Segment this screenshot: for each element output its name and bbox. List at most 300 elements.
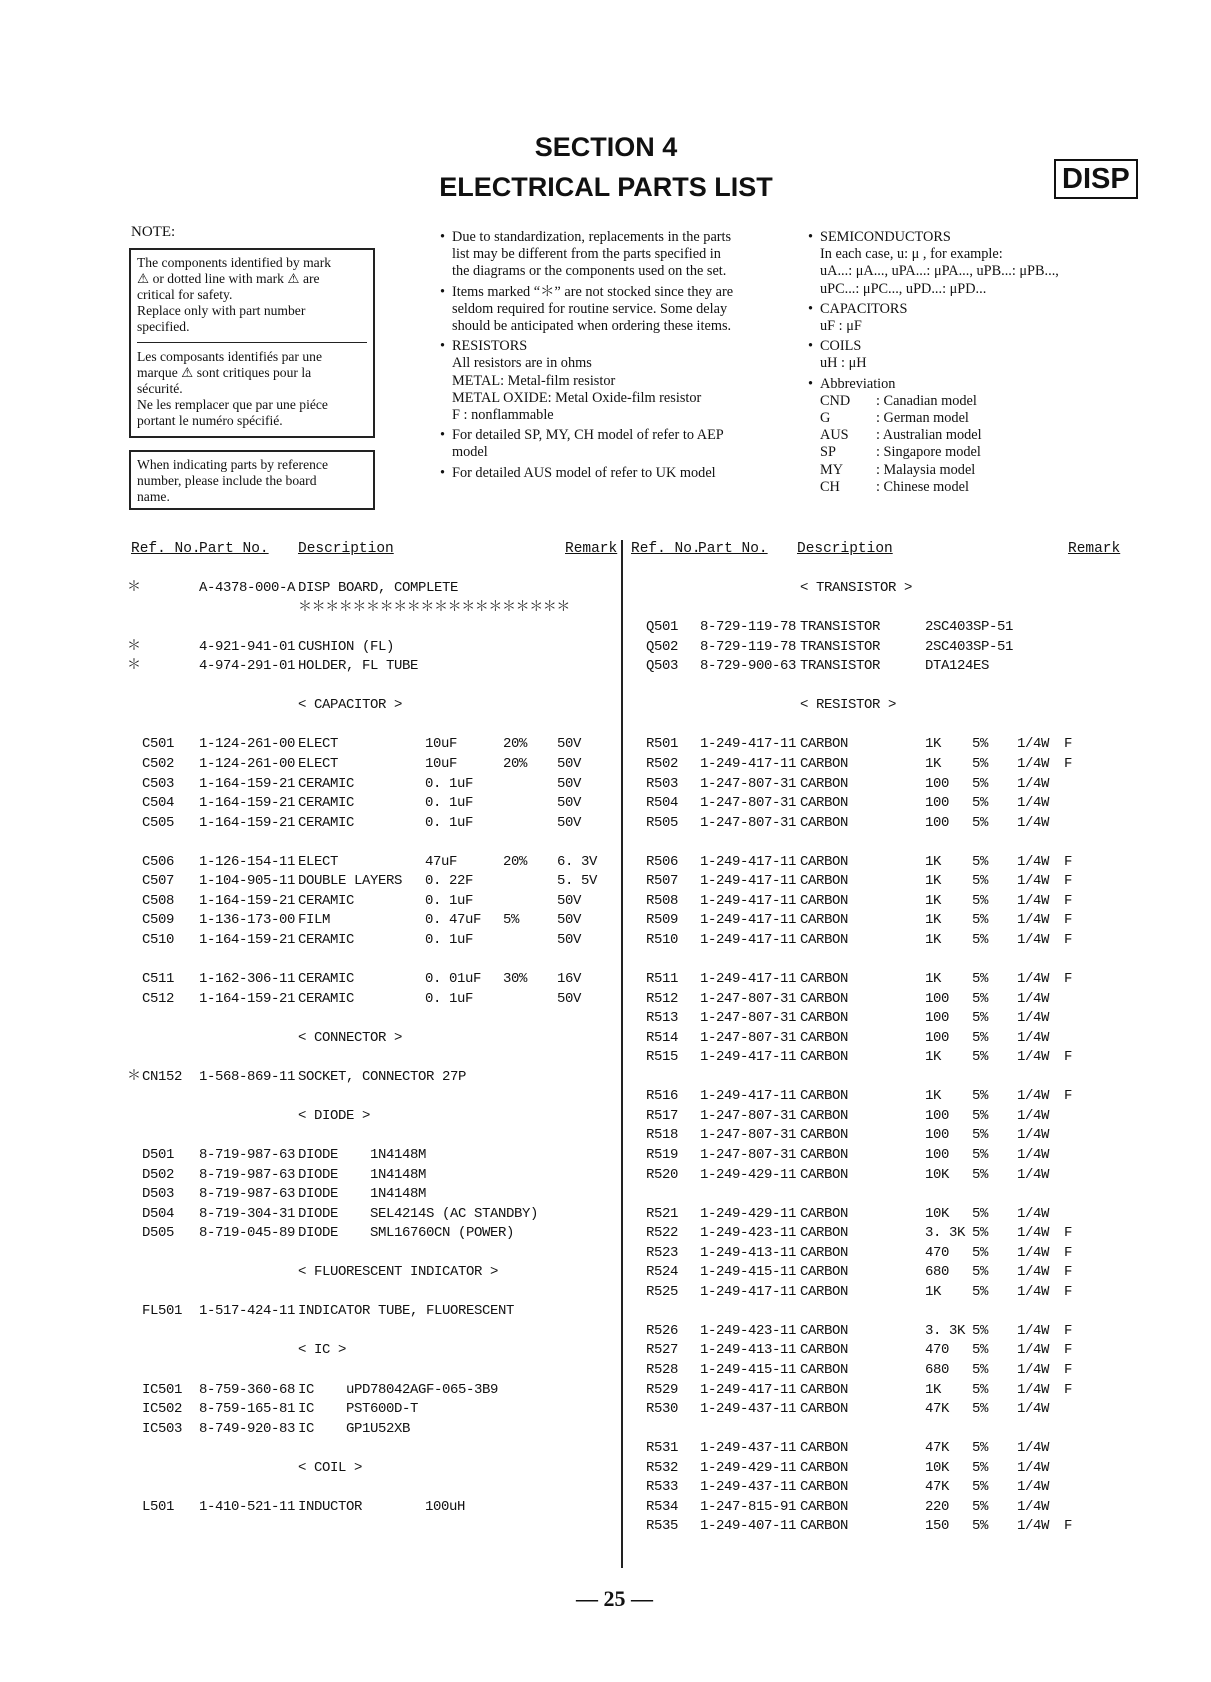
- cell-f: F: [1064, 1518, 1073, 1535]
- cell-t: 5%: [972, 1127, 989, 1144]
- cell-part: 1-164-159-21: [199, 931, 296, 948]
- cell-ref: R504: [646, 795, 679, 812]
- cell-desc: < COIL >: [298, 1459, 363, 1476]
- cell-ref: D503: [142, 1186, 175, 1203]
- cell-t: 5%: [972, 775, 989, 792]
- cell-w: 1/4W: [1017, 1283, 1050, 1300]
- cell-v: 470: [925, 1244, 950, 1261]
- cell-desc: CARBON: [800, 1107, 849, 1124]
- cell-w: 1/4W: [1017, 755, 1050, 772]
- table-row: [0, 1048, 1211, 1067]
- cell-ref: R518: [646, 1127, 679, 1144]
- capacitors-note-heading: • CAPACITORS: [820, 300, 908, 317]
- cell-part: 1-249-417-11: [700, 736, 797, 753]
- cell-f: F: [1064, 892, 1073, 909]
- cell-r: 50V: [557, 755, 582, 772]
- cell-t: 5%: [972, 1244, 989, 1261]
- standardization-note: [440, 229, 780, 281]
- note-line: When indicating parts by reference: [137, 457, 328, 472]
- cell-star: ＊: [127, 658, 141, 675]
- cell-t: 5%: [972, 1264, 989, 1281]
- abbreviation-code: G: [820, 410, 831, 427]
- cell-t: 5%: [972, 1459, 989, 1476]
- cell-t: 5%: [972, 1518, 989, 1535]
- cell-v: 1K: [925, 1381, 942, 1398]
- cell-ref: C504: [142, 795, 175, 812]
- cell-ref: R509: [646, 912, 679, 929]
- cell-desc: DOUBLE LAYERS: [298, 873, 403, 890]
- cell-desc: INDUCTOR: [298, 1498, 363, 1515]
- cell-ref: R514: [646, 1029, 679, 1046]
- cell-part: 8-749-920-83: [199, 1420, 296, 1437]
- cell-ref: C506: [142, 853, 175, 870]
- table-row: [0, 1400, 1211, 1419]
- resistors-note-line: All resistors are in ohms: [452, 355, 592, 372]
- cell-ref: R531: [646, 1440, 679, 1457]
- cell-v: 0. 22F: [425, 873, 474, 890]
- cell-part: 1-249-417-11: [700, 971, 797, 987]
- cell-ref: R517: [646, 1107, 679, 1124]
- cell-t: 5%: [972, 1088, 989, 1105]
- cell-part: 1-410-521-11: [199, 1498, 296, 1515]
- cell-part: 1-249-423-11: [700, 1225, 797, 1242]
- cell-f: F: [1064, 1381, 1073, 1398]
- abbreviation-row: [820, 410, 1108, 427]
- cell-part: 1-249-417-11: [700, 1283, 797, 1300]
- cell-desc: < RESISTOR >: [800, 697, 897, 714]
- cell-f: F: [1064, 1283, 1073, 1300]
- cell-w: 1/4W: [1017, 1049, 1050, 1066]
- abbreviation-code: MY: [820, 461, 844, 478]
- cell-part: 1-249-429-11: [700, 1166, 797, 1183]
- cell-desc: CARBON: [800, 755, 849, 772]
- cell-w: 1/4W: [1017, 1518, 1050, 1535]
- cell-r: 50V: [557, 736, 582, 753]
- cell-desc: < CAPACITOR >: [298, 697, 403, 714]
- cell-r: 50V: [557, 912, 582, 929]
- cell-ref: R513: [646, 1010, 679, 1027]
- cell-w: 1/4W: [1017, 1225, 1050, 1242]
- cell-desc: TRANSISTOR: [800, 658, 881, 675]
- cell-desc: CARBON: [800, 873, 849, 890]
- cell-t: 5%: [972, 1049, 989, 1066]
- cell-part: 1-124-261-00: [199, 755, 296, 772]
- cell-part: 1-249-415-11: [700, 1264, 797, 1281]
- cell-desc: IC uPD78042AGF-065-3B9: [298, 1381, 499, 1398]
- cell-desc: CARBON: [800, 853, 849, 870]
- cell-part: 1-249-413-11: [700, 1342, 797, 1359]
- cell-desc: CARBON: [800, 1498, 849, 1515]
- cell-v: 100: [925, 1029, 950, 1046]
- abbreviation-meaning: : German model: [876, 410, 969, 427]
- table-row: [0, 814, 1211, 833]
- cell-t: 20%: [503, 736, 528, 753]
- sp-my-ch-note-line: model: [452, 444, 488, 461]
- cell-v: 100uH: [425, 1498, 466, 1515]
- cell-part: 1-104-905-11: [199, 873, 296, 890]
- cell-part: 1-517-424-11: [199, 1303, 296, 1320]
- cell-w: 1/4W: [1017, 1029, 1050, 1046]
- cell-w: 1/4W: [1017, 853, 1050, 870]
- cell-t: 5%: [972, 1225, 989, 1242]
- cell-ref: R533: [646, 1479, 679, 1496]
- cell-v: 100: [925, 1107, 950, 1124]
- cell-t: 5%: [972, 1283, 989, 1300]
- cell-v: 100: [925, 1127, 950, 1144]
- cell-t: 20%: [503, 755, 528, 772]
- abbreviation-note: [808, 376, 1108, 496]
- abbreviation-code: SP: [820, 444, 836, 461]
- cell-part: 8-719-045-89: [199, 1225, 296, 1242]
- header-desc-right: Description: [797, 541, 893, 557]
- cell-part: 1-249-417-11: [700, 1381, 797, 1398]
- cell-ref: R512: [646, 990, 679, 1007]
- cell-t: 5%: [972, 912, 989, 929]
- cell-desc: FILM: [298, 912, 331, 929]
- table-row: [0, 1381, 1211, 1400]
- cell-desc: ＊＊＊＊＊＊＊＊＊＊＊＊＊＊＊＊＊＊＊＊: [298, 599, 570, 616]
- cell-t: 5%: [972, 971, 989, 987]
- cell-desc: CERAMIC: [298, 775, 355, 792]
- table-row: [0, 1166, 1211, 1185]
- cell-part: 1-249-437-11: [700, 1401, 797, 1418]
- header-ref-right: Ref. No.: [631, 541, 701, 557]
- cell-part: 1-249-429-11: [700, 1205, 797, 1222]
- cell-ref: IC502: [142, 1401, 183, 1418]
- cell-part: 1-164-159-21: [199, 990, 296, 1007]
- table-row: [0, 1498, 1211, 1517]
- cell-part: 1-249-437-11: [700, 1440, 797, 1457]
- cell-ref: R516: [646, 1088, 679, 1105]
- note-line: Replace only with part number: [137, 303, 306, 318]
- cell-v: 10K: [925, 1459, 950, 1476]
- cell-desc: CARBON: [800, 1459, 849, 1476]
- cell-ref: FL501: [142, 1303, 183, 1320]
- table-row: [0, 1322, 1211, 1341]
- cell-ref: R532: [646, 1459, 679, 1476]
- header-ref-left: Ref. No.: [131, 541, 201, 557]
- cell-part: 8-719-987-63: [199, 1166, 296, 1183]
- cell-w: 1/4W: [1017, 1381, 1050, 1398]
- cell-desc: CARBON: [800, 814, 849, 831]
- cell-r: 16V: [557, 971, 582, 987]
- cell-desc: INDICATOR TUBE, FLUORESCENT: [298, 1303, 515, 1320]
- table-row: [0, 1302, 1211, 1321]
- cell-v: 2SC403SP-51: [925, 638, 1014, 655]
- cell-w: 1/4W: [1017, 912, 1050, 929]
- cell-desc: CARBON: [800, 971, 849, 987]
- cell-f: F: [1064, 971, 1073, 987]
- cell-desc: CARBON: [800, 1381, 849, 1398]
- cell-part: 1-164-159-21: [199, 892, 296, 909]
- cell-f: F: [1064, 1264, 1073, 1281]
- cell-part: 1-249-415-11: [700, 1362, 797, 1378]
- abbreviation-meaning: : Chinese model: [876, 478, 969, 495]
- table-row: [0, 1439, 1211, 1458]
- cell-star: ＊: [127, 1068, 141, 1085]
- middle-notes: [440, 229, 780, 485]
- cell-r: 50V: [557, 814, 582, 831]
- cell-desc: IC PST600D-T: [298, 1401, 419, 1418]
- cell-t: 5%: [972, 873, 989, 890]
- cell-ref: C501: [142, 736, 175, 753]
- safety-note-en: [137, 255, 367, 339]
- table-row: [0, 1068, 1211, 1087]
- cell-part: 1-247-807-31: [700, 1127, 797, 1144]
- not-stocked-note-line: • Items marked “＊” are not stocked since they are: [452, 283, 734, 300]
- cell-part: 1-247-807-31: [700, 1010, 797, 1027]
- cell-desc: CERAMIC: [298, 892, 355, 909]
- cell-r: 50V: [557, 931, 582, 948]
- cell-f: F: [1064, 853, 1073, 870]
- cell-t: 5%: [972, 1166, 989, 1183]
- cell-v: 2SC403SP-51: [925, 619, 1014, 636]
- table-row: [0, 1244, 1211, 1263]
- cell-w: 1/4W: [1017, 1322, 1050, 1339]
- cell-v: 47K: [925, 1479, 950, 1496]
- cell-desc: CARBON: [800, 1401, 849, 1418]
- cell-desc: ELECT: [298, 853, 339, 870]
- cell-f: F: [1064, 1362, 1073, 1378]
- cell-v: 1K: [925, 873, 942, 890]
- cell-f: F: [1064, 755, 1073, 772]
- cell-ref: IC503: [142, 1420, 183, 1437]
- cell-part: 4-921-941-01: [199, 638, 296, 655]
- section-number: SECTION 4: [534, 132, 678, 162]
- table-row: [0, 970, 1211, 989]
- cell-part: 8-719-987-63: [199, 1146, 296, 1163]
- cell-w: 1/4W: [1017, 990, 1050, 1007]
- cell-ref: R507: [646, 873, 679, 890]
- cell-part: 1-249-417-11: [700, 1088, 797, 1105]
- cell-desc: CERAMIC: [298, 795, 355, 812]
- cell-ref: C510: [142, 931, 175, 948]
- cell-v: 0. 1uF: [425, 990, 474, 1007]
- cell-f: F: [1064, 1225, 1073, 1242]
- cell-v: 1K: [925, 912, 942, 929]
- cell-r: 50V: [557, 892, 582, 909]
- cell-ref: R528: [646, 1362, 679, 1378]
- table-row: [0, 618, 1211, 637]
- standardization-note-line: • Due to standardization, replacements in the parts: [452, 229, 732, 245]
- coils-note-line: uH : μH: [820, 355, 867, 372]
- cell-v: 1K: [925, 1283, 942, 1300]
- cell-f: F: [1064, 1322, 1073, 1339]
- cell-part: 1-162-306-11: [199, 971, 296, 987]
- cell-part: 1-249-407-11: [700, 1518, 797, 1535]
- table-row: [0, 1420, 1211, 1439]
- table-row: [0, 1283, 1211, 1302]
- cell-w: 1/4W: [1017, 1107, 1050, 1124]
- cell-v: 10K: [925, 1205, 950, 1222]
- sp-my-ch-note: [440, 427, 780, 461]
- cell-part: 8-729-119-78: [700, 638, 797, 655]
- cell-part: 1-124-261-00: [199, 736, 296, 753]
- cell-f: F: [1064, 1244, 1073, 1261]
- cell-part: 8-729-119-78: [700, 619, 797, 636]
- resistors-note-line: F : nonflammable: [452, 407, 554, 424]
- table-row: [0, 1185, 1211, 1204]
- abbreviation-code: CND: [820, 392, 851, 409]
- cell-w: 1/4W: [1017, 1146, 1050, 1163]
- table-row: [0, 1361, 1211, 1380]
- abbreviation-meaning: : Malaysia model: [876, 461, 976, 478]
- cell-part: 4-974-291-01: [199, 658, 296, 675]
- cell-desc: IC GP1U52XB: [298, 1420, 411, 1437]
- cell-ref: R508: [646, 892, 679, 909]
- cell-star: ＊: [127, 638, 141, 655]
- cell-t: 5%: [972, 755, 989, 772]
- abbreviation-row: [820, 462, 1108, 479]
- cell-part: 1-249-417-11: [700, 931, 797, 948]
- cell-ref: R501: [646, 736, 679, 753]
- semiconductors-note-line: uPC...: μPC..., uPD...: μPD...: [820, 280, 987, 297]
- cell-v: 0. 1uF: [425, 775, 474, 792]
- cell-w: 1/4W: [1017, 1479, 1050, 1496]
- table-row: [0, 1205, 1211, 1224]
- cell-ref: R506: [646, 853, 679, 870]
- not-stocked-note-line: seldom required for routine service. Some delay: [452, 300, 728, 317]
- cell-desc: CARBON: [800, 990, 849, 1007]
- cell-w: 1/4W: [1017, 1440, 1050, 1457]
- cell-desc: CARBON: [800, 892, 849, 909]
- abbreviation-code: AUS: [820, 427, 849, 444]
- cell-ref: R510: [646, 931, 679, 948]
- cell-v: 470: [925, 1342, 950, 1359]
- cell-part: 1-249-429-11: [700, 1459, 797, 1476]
- cell-part: 8-759-165-81: [199, 1401, 296, 1418]
- cell-desc: ELECT: [298, 755, 339, 772]
- cell-t: 5%: [972, 1362, 989, 1378]
- cell-v: 3. 3K: [925, 1225, 966, 1242]
- cell-w: 1/4W: [1017, 1127, 1050, 1144]
- resistors-note: [440, 338, 780, 424]
- table-row: [0, 892, 1211, 911]
- standardization-note-line: list may be different from the parts specified in: [452, 246, 721, 263]
- cell-v: 680: [925, 1264, 950, 1281]
- cell-ref: Q503: [646, 658, 679, 675]
- cell-ref: R515: [646, 1049, 679, 1066]
- cell-ref: R521: [646, 1205, 679, 1222]
- note-line: critical for safety.: [137, 287, 233, 302]
- note-line: name.: [137, 489, 170, 504]
- cell-v: 0. 1uF: [425, 931, 474, 948]
- cell-desc: CUSHION (FL): [298, 638, 395, 655]
- table-row: [0, 1107, 1211, 1126]
- cell-f: F: [1064, 1342, 1073, 1359]
- cell-v: 220: [925, 1498, 950, 1515]
- cell-v: 47uF: [425, 853, 458, 870]
- table-row: [0, 1087, 1211, 1106]
- cell-desc: SOCKET, CONNECTOR 27P: [298, 1068, 467, 1085]
- cell-t: 30%: [503, 971, 528, 987]
- cell-part: 1-247-807-31: [700, 1029, 797, 1046]
- table-row: [0, 1009, 1211, 1028]
- header-desc-left: Description: [298, 541, 394, 557]
- table-row: [0, 735, 1211, 754]
- semiconductors-note-line: uA...: μA..., uPA...: μPA..., uPB...: μPB...,: [820, 263, 1059, 280]
- table-row: [0, 579, 1211, 598]
- section-title: ELECTRICAL PARTS LIST: [439, 172, 773, 202]
- cell-t: 5%: [972, 1498, 989, 1515]
- cell-ref: C505: [142, 814, 175, 831]
- table-row: [0, 1517, 1211, 1536]
- header-remark-left: Remark: [565, 541, 618, 557]
- abbreviation-note-heading: • Abbreviation: [820, 375, 896, 392]
- cell-desc: CARBON: [800, 1166, 849, 1183]
- cell-ref: R525: [646, 1283, 679, 1300]
- cell-v: 1K: [925, 892, 942, 909]
- semiconductors-note-heading: • SEMICONDUCTORS: [820, 229, 951, 245]
- cell-v: 1K: [925, 853, 942, 870]
- cell-part: 1-249-417-11: [700, 1049, 797, 1066]
- cell-r: 5. 5V: [557, 873, 598, 890]
- table-row: [0, 657, 1211, 676]
- cell-desc: CERAMIC: [298, 931, 355, 948]
- cell-ref: R529: [646, 1381, 679, 1398]
- table-row: [0, 1029, 1211, 1048]
- cell-desc: CARBON: [800, 1146, 849, 1163]
- cell-r: 6. 3V: [557, 853, 598, 870]
- resistors-note-heading: • RESISTORS: [452, 338, 528, 355]
- cell-ref: CN152: [142, 1068, 183, 1085]
- note-label: NOTE:: [131, 224, 176, 240]
- cell-ref: R519: [646, 1146, 679, 1163]
- cell-t: 5%: [972, 931, 989, 948]
- capacitors-note-line: uF : μF: [820, 318, 862, 335]
- cell-v: 100: [925, 1146, 950, 1163]
- cell-ref: D505: [142, 1225, 175, 1242]
- cell-f: F: [1064, 1088, 1073, 1105]
- right-notes: [808, 229, 1108, 499]
- abbreviation-row: [820, 479, 1108, 496]
- cell-r: 50V: [557, 775, 582, 792]
- standardization-note-line: the diagrams or the components used on the set.: [452, 263, 727, 280]
- cell-v: 47K: [925, 1401, 950, 1418]
- coils-note: [808, 338, 1108, 372]
- cell-part: 1-249-413-11: [700, 1244, 797, 1261]
- safety-note-fr: [137, 342, 367, 433]
- table-row: [0, 1263, 1211, 1282]
- cell-w: 1/4W: [1017, 1264, 1050, 1281]
- cell-v: 0. 1uF: [425, 795, 474, 812]
- not-stocked-note-line: should be anticipated when ordering these items.: [452, 318, 732, 335]
- cell-desc: ELECT: [298, 736, 339, 753]
- cell-v: 47K: [925, 1440, 950, 1457]
- cell-f: F: [1064, 1049, 1073, 1066]
- cell-v: 1K: [925, 1088, 942, 1105]
- cell-part: 8-719-987-63: [199, 1186, 296, 1203]
- cell-desc: CARBON: [800, 1088, 849, 1105]
- cell-t: 5%: [972, 1440, 989, 1457]
- cell-f: F: [1064, 873, 1073, 890]
- cell-ref: D504: [142, 1205, 175, 1222]
- header-remark-right: Remark: [1068, 541, 1121, 557]
- note-line: specified.: [137, 319, 190, 334]
- cell-v: 150: [925, 1518, 950, 1535]
- cell-v: 10uF: [425, 755, 458, 772]
- note-line: ⚠ or dotted line with mark ⚠ are: [137, 271, 320, 286]
- cell-w: 1/4W: [1017, 971, 1050, 987]
- cell-w: 1/4W: [1017, 814, 1050, 831]
- cell-star: ＊: [127, 580, 141, 596]
- table-row: [0, 853, 1211, 872]
- cell-ref: L501: [142, 1498, 175, 1515]
- cell-part: 1-249-423-11: [700, 1322, 797, 1339]
- cell-desc: TRANSISTOR: [800, 638, 881, 655]
- cell-t: 5%: [972, 1146, 989, 1163]
- cell-part: 1-249-417-11: [700, 873, 797, 890]
